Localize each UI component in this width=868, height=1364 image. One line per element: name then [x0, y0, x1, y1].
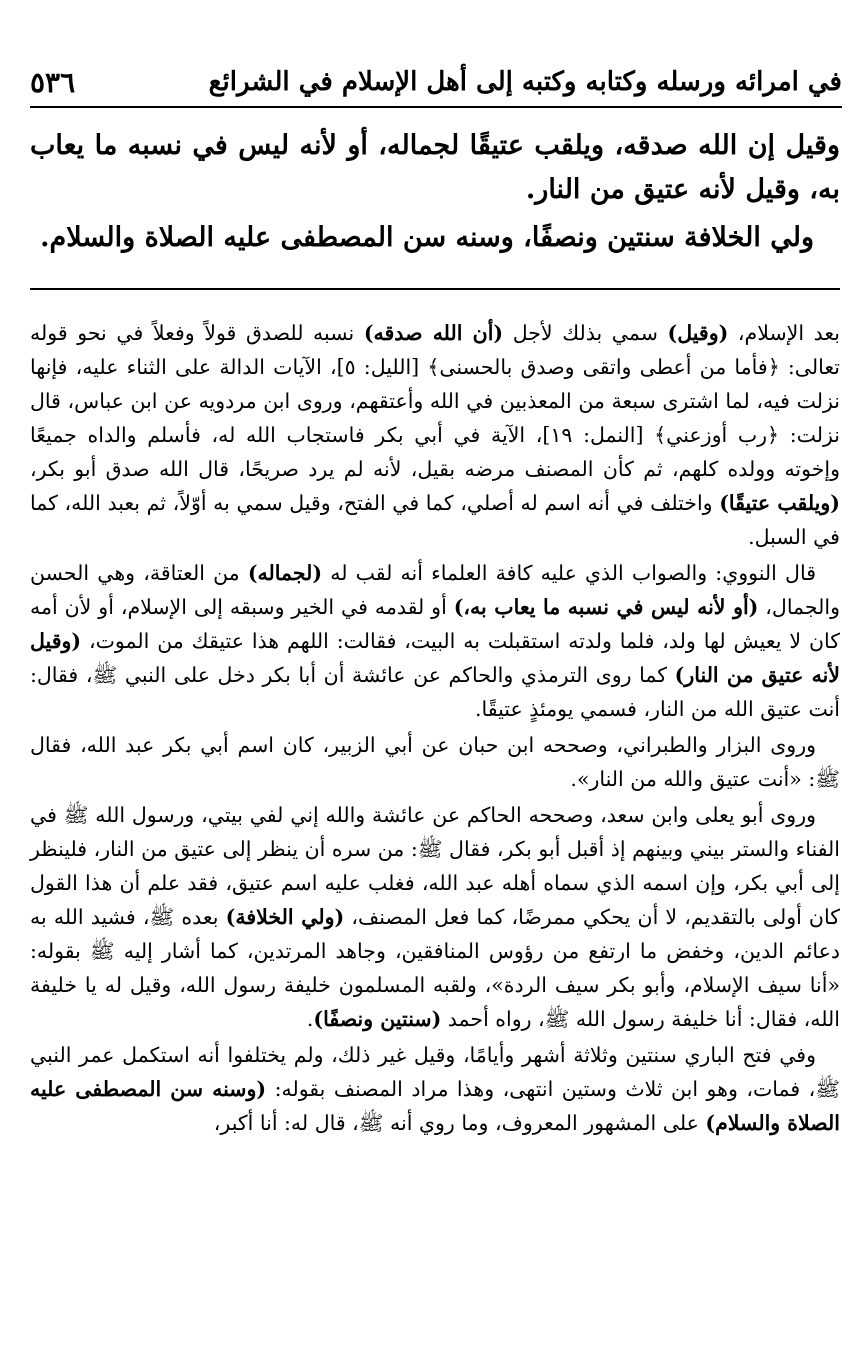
running-title: في امرائه ورسله وكتابه وكتبه إلى أهل الإسلام في الشرائع [208, 67, 842, 97]
quoted-main-text: (وقيل) [667, 321, 729, 345]
commentary-text: من العتاقة، وهي الحسن والجمال، [30, 561, 840, 619]
commentary-text: وروى البزار والطبراني، وصححه ابن حبان عن أبي الزبير، كان اسم أبي بكر عبد الله، فقال ﷺ: «أنت عتيق والله من النار». [30, 733, 840, 791]
commentary-text: كما روى الترمذي والحاكم عن عائشة أن أبا بكر دخل على النبي ﷺ، فقال: أنت عتيق الله من النار، فسمي يومئذٍ عتيقًا. [30, 663, 840, 721]
quoted-main-text: (وقيل لأنه عتيق من النار) [30, 629, 840, 687]
commentary-text: سمي بذلك لأجل [503, 321, 668, 345]
commentary-paragraph [30, 556, 840, 726]
commentary-text: بعده ﷺ، فشيد الله به دعائم الدين، وخفض ما ارتفع من رؤوس المنافقين، وجاهد المرتدين، كما أشار إليه ﷺ بقوله: «أنا سيف الإسلام، وأبو بكر سيف الردة»، ولقبه المسلمون خليفة رسول الله، وقيل له يا خليفة الله، فقال: أنا خليفة رسول الله ﷺ، رواه أحمد [30, 905, 840, 1031]
commentary-paragraph [30, 1038, 840, 1140]
commentary-text: قال النووي: والصواب الذي عليه كافة العلماء أنه لقب له [322, 561, 816, 585]
commentary-paragraph [30, 798, 840, 1036]
quoted-main-text: (ولي الخلافة) [225, 905, 345, 929]
quoted-main-text: (سنتين ونصفًا) [313, 1007, 442, 1031]
quoted-main-text: (أو لأنه ليس في نسبه ما يعاب به،) [453, 595, 759, 619]
commentary-text: على المشهور المعروف، وما روي أنه ﷺ، قال له: أنا أكبر، [213, 1111, 706, 1135]
quoted-main-text: (أن الله صدقه) [363, 321, 504, 345]
quoted-main-text: (ويلقب عتيقًا) [719, 491, 840, 515]
commentary-text: وفي فتح الباري سنتين وثلاثة أشهر وأيامًا، وقيل غير ذلك، ولم يختلفوا أنه استكمل عمر النبي ﷺ، فمات، وهو ابن ثلاث وستين انتهى، وهذا مراد المصنف بقوله: [30, 1043, 841, 1101]
page-header [30, 58, 842, 108]
commentary-text: أو لقدمه في الخير وسبقه إلى الإسلام، أو لأن أمه كان لا يعيش لها ولد، فلما ولدته استقبلت به البيت، فقالت: اللهم هذا عتيقك من الموت، [30, 595, 840, 653]
quoted-main-text: (لجماله) [247, 561, 323, 585]
main-text-paragraph: ولي الخلافة سنتين ونصفًا، وسنه سن المصطفى عليه الصلاة والسلام. [40, 222, 814, 253]
commentary-text: وروى أبو يعلى وابن سعد، وصححه الحاكم عن عائشة والله إني لفي بيتي، ورسول الله ﷺ في الفناء والستر بيني وبينهم إذ أقبل أبو بكر، فقال ﷺ: من سره أن ينظر إلى عتيق من النار، فلينظر إلى أبي بكر، وإن اسمه الذي سماه أهله عبد الله، فغلب عليه اسم عتيق، فقد علم أن هذا القول كان أولى بالتقديم، لا أن يحكي ممرضًا، كما فعل المصنف، [30, 803, 840, 929]
commentary [30, 316, 840, 1142]
quoted-main-text: (وسنه سن المصطفى عليه الصلاة والسلام) [30, 1077, 840, 1135]
main-text-paragraph: وقيل إن الله صدقه، ويلقب عتيقًا لجماله، أو لأنه ليس في نسبه ما يعاب به، وقيل لأنه عتيق من النار. [30, 130, 840, 205]
main-text [30, 124, 840, 260]
commentary-text: بعد الإسلام، [728, 321, 840, 345]
commentary-text: نسبه للصدق قولاً وفعلاً في نحو قوله تعالى: ﴿فأما من أعطى واتقى وصدق بالحسنى﴾ [الليل: ٥]، الآيات الدالة على الثناء عليه، فإنها نزلت فيه، لما اشترى سبعة من المعذبين في الله وأعتقهم، وروى ابن مردويه عن ابن عباس، قال نزلت: ﴿رب أوزعني﴾ [النمل: ١٩]، الآية في أبي بكر فاستجاب الله له، فأسلم والداه جميعًا وإخوته وولده كلهم، ثم كأن المصنف مرضه بقيل، لأنه لم يرد صريحًا، قال الله صدق أبو بكر، [30, 321, 840, 481]
commentary-paragraph [30, 316, 840, 554]
commentary-text: . [306, 1007, 314, 1031]
commentary-paragraph [30, 728, 840, 796]
separator-rule [30, 288, 840, 290]
page-number: ٥٣٦ [30, 65, 76, 99]
commentary-text: واختلف في أنه اسم له أصلي، كما في الفتح، وقيل سمي به أوّلاً، ثم بعبد الله، كما في السبل. [30, 491, 840, 549]
